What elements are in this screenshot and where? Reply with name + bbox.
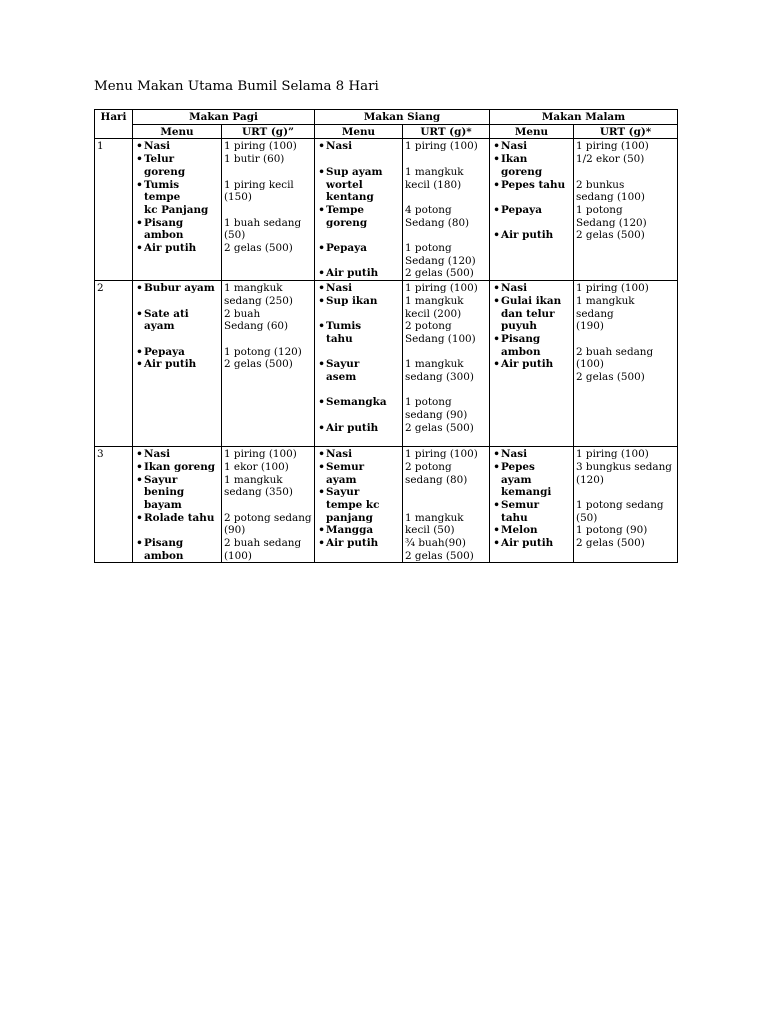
spacer — [317, 229, 400, 242]
menu-list-pagi — [133, 139, 222, 281]
menu-item — [492, 153, 571, 178]
menu-item-label: Sup ikan — [326, 294, 378, 307]
menu-item — [317, 358, 400, 383]
menu-item — [135, 179, 219, 217]
menu-item-label: Nasi — [326, 448, 353, 461]
header-row-1 — [95, 110, 678, 125]
bullet-icon: • — [493, 332, 500, 345]
header-menu-pagi: Menu — [133, 124, 222, 139]
menu-item-label: Nasi — [144, 448, 171, 461]
menu-item-label: Pisang ambon — [144, 216, 184, 242]
header-row-2 — [95, 124, 678, 139]
spacer — [317, 346, 400, 359]
table-row — [95, 447, 678, 563]
header-hari: Hari — [95, 110, 133, 139]
menu-item-label: Semur tahu — [501, 498, 540, 524]
menu-item — [492, 448, 571, 461]
bullet-icon: • — [318, 320, 325, 333]
menu-item — [317, 486, 400, 524]
bullet-icon: • — [493, 140, 500, 153]
bullet-icon: • — [493, 229, 500, 242]
urt-text: 1 piring (100) 3 bungkus sedang (120) 1 potong sedang (50) 1 potong (90) 2 gelas (500) — [576, 448, 672, 550]
menu-item — [135, 358, 219, 371]
menu-item-label: Sayur tempe kc panjang — [326, 486, 380, 524]
menu-item-label: Tumis tahu — [326, 320, 362, 345]
bullet-icon: • — [136, 358, 143, 371]
menu-item-label: Air putih — [326, 537, 379, 550]
bullet-icon: • — [493, 282, 500, 295]
menu-item — [317, 242, 400, 255]
menu-item — [492, 537, 571, 550]
bullet-icon: • — [318, 165, 325, 178]
menu-item-label: Air putih — [326, 267, 379, 280]
menu-item — [135, 242, 219, 255]
table-row — [95, 281, 678, 447]
menu-item — [135, 512, 219, 525]
menu-item-label: Gulai ikan dan telur puyuh — [501, 294, 562, 333]
menu-item — [317, 282, 400, 295]
day-number: 1 — [95, 139, 133, 281]
menu-item-label: Pisang ambon — [501, 332, 541, 358]
bullet-icon: • — [493, 358, 500, 371]
menu-item-label: Nasi — [326, 282, 353, 295]
menu-item-label: Tempe goreng — [326, 203, 368, 229]
menu-item-label: Semur ayam — [326, 460, 365, 486]
spacer — [317, 255, 400, 268]
bullet-icon: • — [136, 511, 143, 524]
bullet-icon: • — [318, 460, 325, 473]
menu-item — [135, 346, 219, 359]
menu-item-label: Air putih — [326, 421, 379, 434]
urt-text: 1 piring (100) 2 potong sedang (80) 1 mangkuk kecil (50) ¾ buah(90) 2 gelas (500) — [405, 448, 478, 562]
urt-value-siang — [403, 281, 490, 447]
document-title: Menu Makan Utama Bumil Selama 8 Hari — [94, 79, 379, 94]
menu-item-label: Sayur bening bayam — [144, 473, 185, 511]
header-makan-pagi: Makan Pagi — [133, 110, 315, 125]
menu-item-label: Air putih — [144, 242, 197, 255]
menu-item-label: Air putih — [501, 537, 554, 550]
menu-item-label: Air putih — [144, 358, 197, 371]
menu-item — [317, 204, 400, 229]
urt-text: 1 piring (100) 1 butir (60) 1 piring kecil (150) 1 buah sedang (50) 2 gelas (500) — [224, 140, 302, 255]
urt-text: 1 piring (100) 1/2 ekor (50) 2 bunkus sedang (100) 1 potong Sedang (120) 2 gelas (500) — [576, 140, 649, 242]
bullet-icon: • — [318, 448, 325, 461]
spacer — [317, 384, 400, 397]
menu-item-label: Nasi — [501, 448, 528, 461]
bullet-icon: • — [318, 396, 325, 409]
bullet-icon: • — [318, 358, 325, 371]
menu-item-label: Mangga — [326, 524, 374, 537]
spacer — [317, 308, 400, 321]
menu-list-malam — [490, 281, 574, 447]
header-urt-siang: URT (g)* — [403, 124, 490, 139]
header-menu-siang: Menu — [315, 124, 403, 139]
menu-item — [492, 524, 571, 537]
bullet-icon: • — [136, 153, 143, 166]
menu-item — [492, 140, 571, 153]
day-number: 3 — [95, 447, 133, 563]
menu-item-label: Sayur asem — [326, 358, 360, 384]
menu-item — [135, 282, 219, 295]
bullet-icon: • — [493, 498, 500, 511]
urt-text: 1 piring (100) 1 mangkuk kecil (200) 2 potong Sedang (100) 1 mangkuk sedang (300) 1 potong sedang (90) 2 gelas (500) — [405, 282, 478, 434]
menu-item — [317, 140, 400, 153]
menu-item — [135, 153, 219, 178]
bullet-icon: • — [318, 294, 325, 307]
menu-item-label: Ikan goreng — [501, 153, 543, 178]
menu-list-pagi — [133, 447, 222, 563]
menu-item-label: Pepaya — [326, 242, 367, 254]
urt-value-malam — [574, 447, 678, 563]
bullet-icon: • — [493, 153, 500, 166]
bullet-icon: • — [136, 216, 143, 229]
menu-item-label: Pepes ayam kemangi — [501, 460, 552, 499]
menu-list-pagi — [133, 281, 222, 447]
menu-item — [135, 140, 219, 153]
bullet-icon: • — [318, 242, 325, 254]
menu-item — [135, 448, 219, 461]
header-urt-malam: URT (g)* — [574, 124, 678, 139]
menu-item-label: Nasi — [326, 140, 353, 153]
menu-item — [317, 461, 400, 486]
bullet-icon: • — [136, 307, 143, 320]
urt-text: 1 piring (100) 1 mangkuk sedang (190) 2 buah sedang (100) 2 gelas (500) — [576, 282, 654, 384]
menu-item — [492, 499, 571, 524]
menu-item — [317, 267, 400, 280]
bullet-icon: • — [136, 473, 143, 486]
menu-item — [317, 537, 400, 550]
menu-item — [492, 204, 571, 217]
spacer — [317, 153, 400, 166]
bullet-icon: • — [493, 537, 500, 550]
spacer — [135, 333, 219, 346]
urt-value-malam — [574, 281, 678, 447]
menu-list-siang — [315, 447, 403, 563]
menu-item — [317, 320, 400, 345]
menu-item — [317, 524, 400, 537]
spacer — [135, 524, 219, 537]
menu-item — [492, 358, 571, 371]
bullet-icon: • — [318, 282, 325, 295]
bullet-icon: • — [493, 294, 500, 307]
menu-item — [135, 537, 219, 562]
menu-item — [317, 396, 400, 409]
menu-list-malam — [490, 447, 574, 563]
menu-item-label: Pepaya — [144, 345, 185, 358]
header-menu-malam: Menu — [490, 124, 574, 139]
menu-item — [317, 448, 400, 461]
menu-list-malam — [490, 139, 574, 281]
menu-item-label: Telur goreng — [144, 153, 186, 178]
menu-item — [135, 217, 219, 242]
menu-item — [492, 333, 571, 358]
menu-item — [492, 282, 571, 295]
menu-item — [492, 229, 571, 242]
bullet-icon: • — [318, 267, 325, 280]
menu-item — [492, 295, 571, 333]
urt-value-pagi — [222, 447, 315, 563]
table-body — [95, 139, 678, 563]
menu-item-label: Pisang ambon — [144, 537, 184, 562]
bullet-icon: • — [136, 345, 143, 358]
bullet-icon: • — [493, 460, 500, 473]
bullet-icon: • — [136, 537, 143, 550]
header-makan-malam: Makan Malam — [490, 110, 678, 125]
menu-item — [492, 179, 571, 192]
urt-text: 1 piring (100) 1 ekor (100) 1 mangkuk sedang (350) 2 potong sedang (90) 2 buah sedang (100) — [224, 448, 312, 562]
meal-plan-table — [94, 109, 678, 563]
menu-item-label: Rolade tahu — [144, 511, 215, 524]
menu-item — [317, 166, 400, 204]
menu-item-label: Sup ayam wortel kentang — [326, 165, 383, 204]
urt-value-malam — [574, 139, 678, 281]
menu-item-label: Tumis tempe kc Panjang — [144, 178, 209, 216]
menu-item-label: Air putih — [501, 358, 554, 371]
bullet-icon: • — [136, 242, 143, 255]
menu-item — [135, 461, 219, 474]
menu-item-label: Melon — [501, 524, 538, 537]
menu-item-label: Nasi — [501, 282, 528, 295]
spacer — [135, 295, 219, 308]
bullet-icon: • — [493, 524, 500, 537]
spacer — [492, 191, 571, 204]
menu-item-label: Nasi — [144, 140, 171, 153]
header-makan-siang: Makan Siang — [315, 110, 490, 125]
table-row — [95, 139, 678, 281]
urt-value-pagi — [222, 281, 315, 447]
menu-item-label: Pepaya — [501, 203, 542, 216]
urt-value-pagi — [222, 139, 315, 281]
bullet-icon: • — [136, 140, 143, 153]
menu-list-siang — [315, 139, 403, 281]
menu-item — [317, 422, 400, 435]
bullet-icon: • — [318, 203, 325, 216]
menu-item — [135, 474, 219, 512]
day-number: 2 — [95, 281, 133, 447]
menu-item-label: Nasi — [501, 140, 528, 153]
menu-item-label: Sate ati ayam — [144, 307, 189, 333]
spacer — [492, 217, 571, 230]
bullet-icon: • — [318, 140, 325, 153]
menu-item-label: Ikan goreng — [144, 460, 216, 473]
bullet-icon: • — [493, 448, 500, 461]
header-urt-pagi: URT (g)” — [222, 124, 315, 139]
bullet-icon: • — [318, 421, 325, 434]
menu-item — [492, 461, 571, 499]
menu-item-label: Air putih — [501, 229, 554, 242]
urt-value-siang — [403, 139, 490, 281]
urt-text: 1 mangkuk sedang (250) 2 buah Sedang (60) 1 potong (120) 2 gelas (500) — [224, 282, 302, 371]
bullet-icon: • — [493, 203, 500, 216]
menu-item — [317, 295, 400, 308]
menu-item-label: Pepes tahu — [501, 178, 566, 191]
menu-item-label: Semangka — [326, 396, 387, 409]
bullet-icon: • — [318, 486, 325, 499]
urt-value-siang — [403, 447, 490, 563]
menu-item-label: Bubur ayam — [144, 282, 215, 295]
spacer — [317, 409, 400, 422]
bullet-icon: • — [318, 537, 325, 550]
bullet-icon: • — [136, 178, 143, 191]
bullet-icon: • — [493, 178, 500, 191]
bullet-icon: • — [318, 524, 325, 537]
bullet-icon: • — [136, 460, 143, 473]
menu-item — [135, 308, 219, 333]
bullet-icon: • — [136, 282, 143, 295]
menu-list-siang — [315, 281, 403, 447]
urt-text: 1 piring (100) 1 mangkuk kecil (180) 4 potong Sedang (80) 1 potong Sedang (120) 2 gelas (500) — [405, 140, 478, 280]
bullet-icon: • — [136, 448, 143, 461]
